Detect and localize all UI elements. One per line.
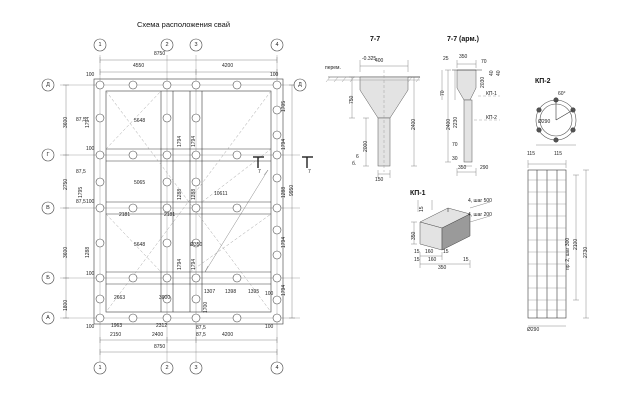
cage-dim-2100: 2100	[573, 238, 579, 250]
arm-dim-25: 25	[443, 56, 449, 62]
plan-label-875-d: 87,5	[196, 325, 206, 331]
kp1-dim-15a: 15	[414, 249, 420, 255]
svg-text:4: 4	[275, 42, 279, 48]
kp1-dim-15e: 15	[419, 206, 425, 212]
arm-label-kp2: КП-2	[486, 115, 497, 121]
arm-dim-350b: 350	[458, 165, 467, 171]
plan-dim-right-1794: 1794	[281, 138, 287, 150]
plan-dim-bot-875: 87,5	[196, 332, 206, 338]
kp1-label-step500: 4, шаг 500	[468, 198, 492, 204]
plan-label-1794-i1: 1794	[177, 135, 183, 147]
s77-dim-150: 150	[375, 177, 384, 183]
svg-text:В: В	[46, 205, 50, 211]
plan-dim-bot-8750: 8750	[154, 344, 166, 350]
s77-label-6: 6	[356, 154, 359, 160]
plan-label-1395: 1395	[248, 289, 260, 295]
svg-text:Г: Г	[46, 152, 50, 158]
cage-dim-115b: 115	[554, 151, 562, 157]
plan-dim-left-3600: 3600	[63, 116, 69, 128]
arm-dim-70c: 70	[481, 59, 487, 65]
plan-label-2663: 2663	[114, 295, 126, 301]
plan-label-875-b: 87,5	[76, 169, 86, 175]
svg-text:1: 1	[98, 365, 102, 371]
plan-label-1700: 1700	[203, 301, 209, 313]
svg-text:4: 4	[275, 365, 279, 371]
kp1-label-step200: 4, шаг 200	[468, 212, 492, 218]
plan-dim-bot-2150: 2150	[110, 332, 122, 338]
plan-label-2181a: 2181	[119, 212, 131, 218]
cage-dim-d290: Ø290	[527, 327, 540, 333]
plan-dim-left-1800: 1800	[63, 299, 69, 311]
arm-dim-290: 290	[480, 165, 489, 171]
kp1-dim-15d: 15	[463, 257, 469, 263]
plan-label-1288-i1: 1288	[177, 188, 183, 200]
plan-dim-right-1288: 1288	[281, 186, 287, 198]
plan-label-100-d: 100	[265, 324, 274, 330]
plan-label-1288-i2: 1288	[191, 188, 197, 200]
plan-label-1794-i4: 1794	[191, 258, 197, 270]
plan-label-100-g: 100	[86, 271, 95, 277]
cage-label-step300: пр. 2, шаг 300	[565, 237, 571, 270]
plan-label-100-c: 100	[86, 324, 95, 330]
plan-label-5648: 5648	[134, 118, 146, 124]
plan-section-mark-left: 7	[258, 169, 261, 175]
s77-dim-400: 400	[375, 58, 384, 64]
plan-dim-top-4550: 4550	[133, 63, 145, 69]
kp1-dim-350: 350	[438, 265, 447, 271]
plan-dim-top-4200: 4200	[222, 63, 234, 69]
plan-label-100-f: 100	[86, 199, 95, 205]
arm-dim-70b: 70	[452, 142, 458, 148]
svg-text:3: 3	[194, 42, 198, 48]
section-7-7-arm-title: 7-7 (арм.)	[447, 36, 479, 43]
s77-dim-750: 750	[349, 95, 355, 104]
plan-label-100-e: 100	[86, 146, 95, 152]
plan-label-5065: 5065	[134, 180, 146, 186]
sheet-title: Схема расположения свай	[137, 20, 231, 29]
svg-text:3: 3	[194, 365, 198, 371]
plan-dim-left-1794: 1794	[85, 116, 91, 128]
svg-text:Д: Д	[298, 82, 302, 88]
plan-dim-left-2750: 2750	[63, 178, 69, 190]
s77-label-level: -0.325	[362, 56, 377, 62]
plan-dim-bot-2400: 2400	[152, 332, 164, 338]
plan-label-2312: 2312	[156, 323, 168, 329]
svg-text:2: 2	[165, 365, 169, 371]
arm-label-kp1: КП-1	[486, 91, 497, 97]
s77-label-perem: перем.	[325, 65, 341, 71]
cage-dim-2730: 2730	[583, 246, 589, 258]
cage-dim-115a: 115	[527, 151, 535, 157]
plan-label-1794-i2: 1794	[191, 135, 197, 147]
kp1-title: КП-1	[410, 190, 426, 197]
arm-dim-2230: 2230	[453, 116, 459, 128]
plan-label-10611: 10611	[214, 191, 228, 197]
kp1-dim-15b: 15	[443, 249, 449, 255]
plan-dim-right-1705: 1705	[281, 100, 287, 112]
arm-dim-2030: 2030	[480, 76, 486, 88]
kp1-dim-160: 160	[425, 249, 434, 255]
arm-dim-40: 40	[489, 70, 495, 76]
s77-dim-2000: 2000	[363, 140, 369, 152]
plan-dim-top-8750: 8750	[154, 51, 166, 57]
svg-text:Д: Д	[46, 82, 50, 88]
plan-dim-right-1794c: 1794	[281, 284, 287, 296]
plan-section-mark-right: 7	[308, 169, 311, 175]
arm-dim-40b: 40	[496, 70, 502, 76]
kp1-dim-160b: 160	[428, 257, 437, 263]
plan-dim-right-1794b: 1794	[281, 236, 287, 248]
kp1-dim-350-v: 350	[411, 231, 417, 240]
arm-dim-350: 350	[459, 54, 468, 60]
kp2-label-d290: Ø290	[538, 119, 551, 125]
plan-label-1398: 1398	[225, 289, 237, 295]
plan-label-875-c: 87,5	[76, 199, 86, 205]
plan-label-d350: Ø350	[190, 242, 203, 248]
plan-label-100-a: 100	[86, 72, 95, 78]
svg-text:А: А	[46, 315, 50, 321]
s77-dim-2400: 2400	[411, 118, 417, 130]
kp2-label-60deg: 60°	[558, 91, 566, 97]
svg-text:Б: Б	[46, 275, 50, 281]
svg-text:1: 1	[98, 42, 102, 48]
plan-dim-right-9950: 9950	[289, 184, 295, 196]
plan-dim-left-3600b: 3600	[63, 246, 69, 258]
plan-label-1794-i3: 1794	[177, 258, 183, 270]
s77-label-b: б.	[352, 161, 357, 167]
plan-label-5648b: 5648	[134, 242, 146, 248]
section-7-7-title: 7-7	[370, 36, 381, 43]
plan-label-875-a: 87,5	[76, 117, 86, 123]
plan-label-2181b: 2181	[164, 212, 176, 218]
arm-dim-70: 70	[440, 90, 446, 96]
plan-dim-left-1794b: 1288	[85, 246, 91, 258]
plan-label-3000: 3000	[159, 295, 171, 301]
svg-text:2: 2	[165, 42, 169, 48]
plan-dim-bot-4200: 4200	[222, 332, 234, 338]
plan-label-100-b: 100	[270, 72, 279, 78]
plan-label-100-h: 100	[265, 291, 274, 297]
kp1-dim-15c: 15	[414, 257, 420, 263]
kp2-title: КП-2	[535, 78, 551, 85]
plan-label-1963: 1963	[111, 323, 123, 329]
arm-dim-30: 30	[452, 156, 458, 162]
arm-dim-2400: 2400	[446, 118, 452, 130]
plan-dim-left-1795: 1795	[78, 186, 84, 198]
plan-label-1307: 1307	[204, 289, 216, 295]
